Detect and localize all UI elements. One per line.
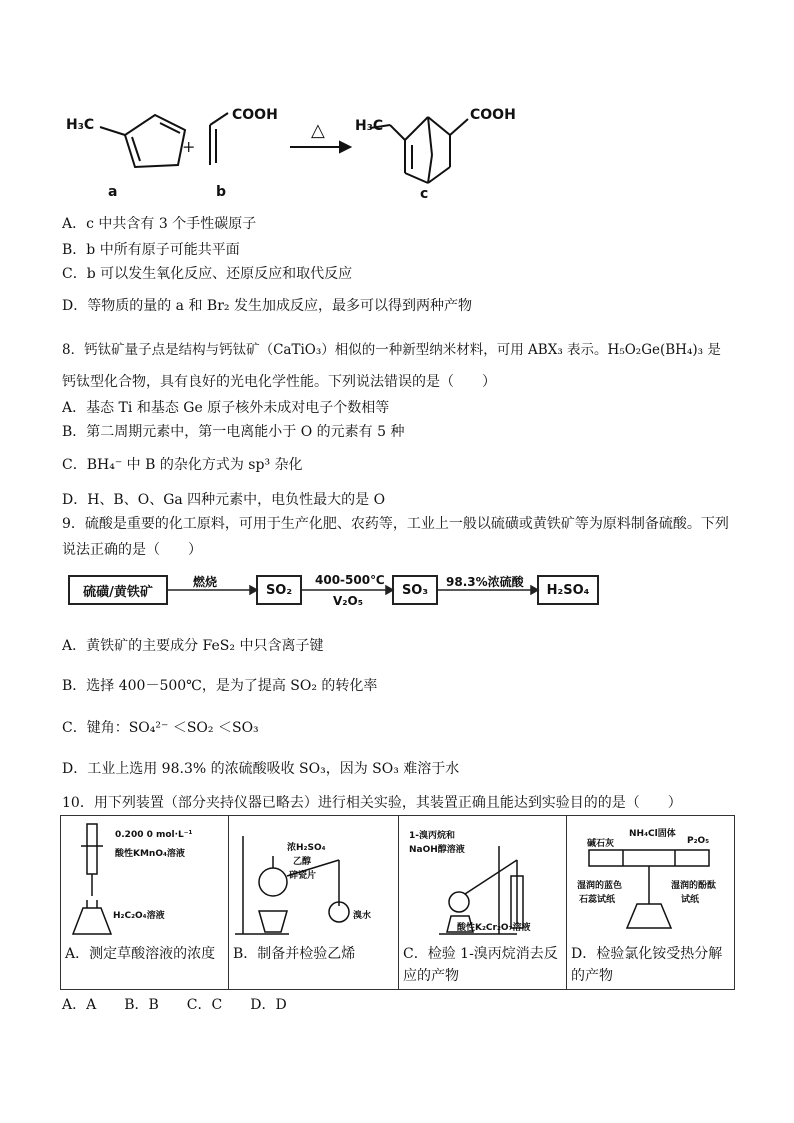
apparatus-a-label1: 0.200 0 mol·L⁻¹ — [115, 830, 193, 840]
label-b: b — [216, 184, 227, 200]
q7-option-c: C．b 可以发生氧化反应、还原反应和取代反应 — [62, 266, 353, 282]
q9-stem-line1: 9．硫酸是重要的化工原料，可用于生产化肥、农药等，工业上一般以硫磺或黄铁矿等为原料制备硫酸。下列 — [62, 516, 729, 532]
q7-option-b: B．b 中所有原子可能共平面 — [62, 242, 240, 258]
apparatus-b-label1: 浓H₂SO₄ — [287, 843, 326, 853]
apparatus-d-label7: 试纸 — [681, 895, 700, 905]
apparatus-b-label2: 乙醇 — [293, 857, 312, 867]
label-a: a — [108, 184, 118, 200]
apparatus-a-titration — [61, 816, 228, 941]
apparatus-c-elimination — [399, 816, 566, 941]
heat-symbol: △ — [311, 120, 325, 141]
apparatus-d-cell — [567, 816, 735, 990]
q9-option-d: D．工业上选用 98.3% 的浓硫酸吸收 SO₃，因为 SO₃ 难溶于水 — [62, 761, 460, 777]
apparatus-b-caption: B．制备并检验乙烯 — [233, 946, 356, 962]
apparatus-d-label4: 湿润的蓝色 — [577, 881, 623, 891]
q8-option-b: B．第二周期元素中，第一电离能小于 O 的元素有 5 种 — [62, 424, 405, 440]
flow-box-so2: SO₂ — [256, 575, 302, 605]
q8-stem-line2: 钙钛型化合物，具有良好的光电化学性能。下列说法错误的是（ ） — [62, 374, 496, 390]
apparatus-c-cell — [399, 816, 567, 990]
apparatus-d-label1: NH₄Cl固体 — [629, 829, 676, 839]
compound-c-cooh: COOH — [470, 107, 516, 123]
arrow-label-burn: 燃烧 — [193, 575, 218, 589]
compound-b-cooh: COOH — [232, 107, 278, 123]
label-c: c — [420, 186, 429, 202]
apparatus-a-cell — [61, 816, 229, 990]
apparatus-c-caption: C．检验 1-溴丙烷消去反应的产物 — [403, 946, 558, 984]
apparatus-d-decomposition — [567, 816, 734, 941]
apparatus-d-label5: 石蕊试纸 — [579, 895, 616, 905]
q10-stem: 10．用下列装置（部分夹持仪器已略去）进行相关实验，其装置正确且能达到实验目的的是（ ） — [62, 795, 682, 811]
apparatus-b-ethylene — [229, 816, 398, 941]
apparatus-c-label1: 1-溴丙烷和 — [409, 831, 455, 841]
arrow-label-temp: 400-500℃ — [315, 573, 385, 587]
q7-option-a: A．c 中共含有 3 个手性碳原子 — [62, 216, 257, 232]
compound-c-methyl: H₃C — [355, 118, 384, 134]
apparatus-d-label2: 碱石灰 — [587, 839, 615, 849]
q7-option-d: D．等物质的量的 a 和 Br₂ 发生加成反应，最多可以得到两种产物 — [62, 298, 472, 314]
q8-stem-line1: 8．钙钛矿量子点是结构与钙钛矿（CaTiO₃）相似的一种新型纳米材料，可用 ABX₃ 表示。H₅O₂Ge(BH₄)₃ 是 — [62, 342, 721, 358]
q8-option-a: A．基态 Ti 和基态 Ge 原子核外未成对电子个数相等 — [62, 400, 390, 416]
q8-option-c: C．BH₄⁻ 中 B 的杂化方式为 sp³ 杂化 — [62, 457, 303, 473]
apparatus-table — [60, 815, 735, 990]
apparatus-a-caption: A．测定草酸溶液的浓度 — [65, 946, 216, 962]
apparatus-a-label3: H₂C₂O₄溶液 — [113, 911, 165, 921]
apparatus-d-caption: D．检验氯化铵受热分解的产物 — [571, 946, 723, 984]
plus-sign: + — [182, 137, 196, 156]
q9-option-a: A．黄铁矿的主要成分 FeS₂ 中只含离子键 — [62, 638, 324, 654]
apparatus-b-label3: 碎瓷片 — [289, 871, 317, 881]
q8-option-d: D．H、B、O、Ga 四种元素中，电负性最大的是 O — [62, 492, 386, 508]
flow-box-so3: SO₃ — [392, 575, 438, 605]
arrow-label-catalyst: V₂O₅ — [333, 594, 363, 608]
apparatus-d-label3: P₂O₅ — [687, 836, 710, 846]
q10-answer-options: A．A B．B C．C D．D — [62, 997, 287, 1013]
q9-option-b: B．选择 400－500℃，是为了提高 SO₂ 的转化率 — [62, 678, 378, 694]
apparatus-b-cell — [229, 816, 399, 990]
arrow-label-acid: 98.3%浓硫酸 — [446, 575, 524, 589]
flow-box-h2so4: H₂SO₄ — [537, 575, 599, 605]
apparatus-c-label3: 酸性K₂Cr₂O₇溶液 — [457, 923, 531, 933]
apparatus-b-label4: 溴水 — [353, 911, 372, 921]
q9-option-c: C．键角：SO₄²⁻ ＜SO₂ ＜SO₃ — [62, 720, 259, 736]
q9-stem-line2: 说法正确的是（ ） — [62, 542, 202, 558]
apparatus-c-label2: NaOH醇溶液 — [409, 845, 465, 855]
flow-box-raw: 硫磺/黄铁矿 — [68, 575, 168, 605]
apparatus-d-label6: 湿润的酚酞 — [671, 881, 717, 891]
apparatus-a-label2: 酸性KMnO₄溶液 — [115, 849, 185, 859]
compound-a-methyl: H₃C — [66, 117, 95, 133]
